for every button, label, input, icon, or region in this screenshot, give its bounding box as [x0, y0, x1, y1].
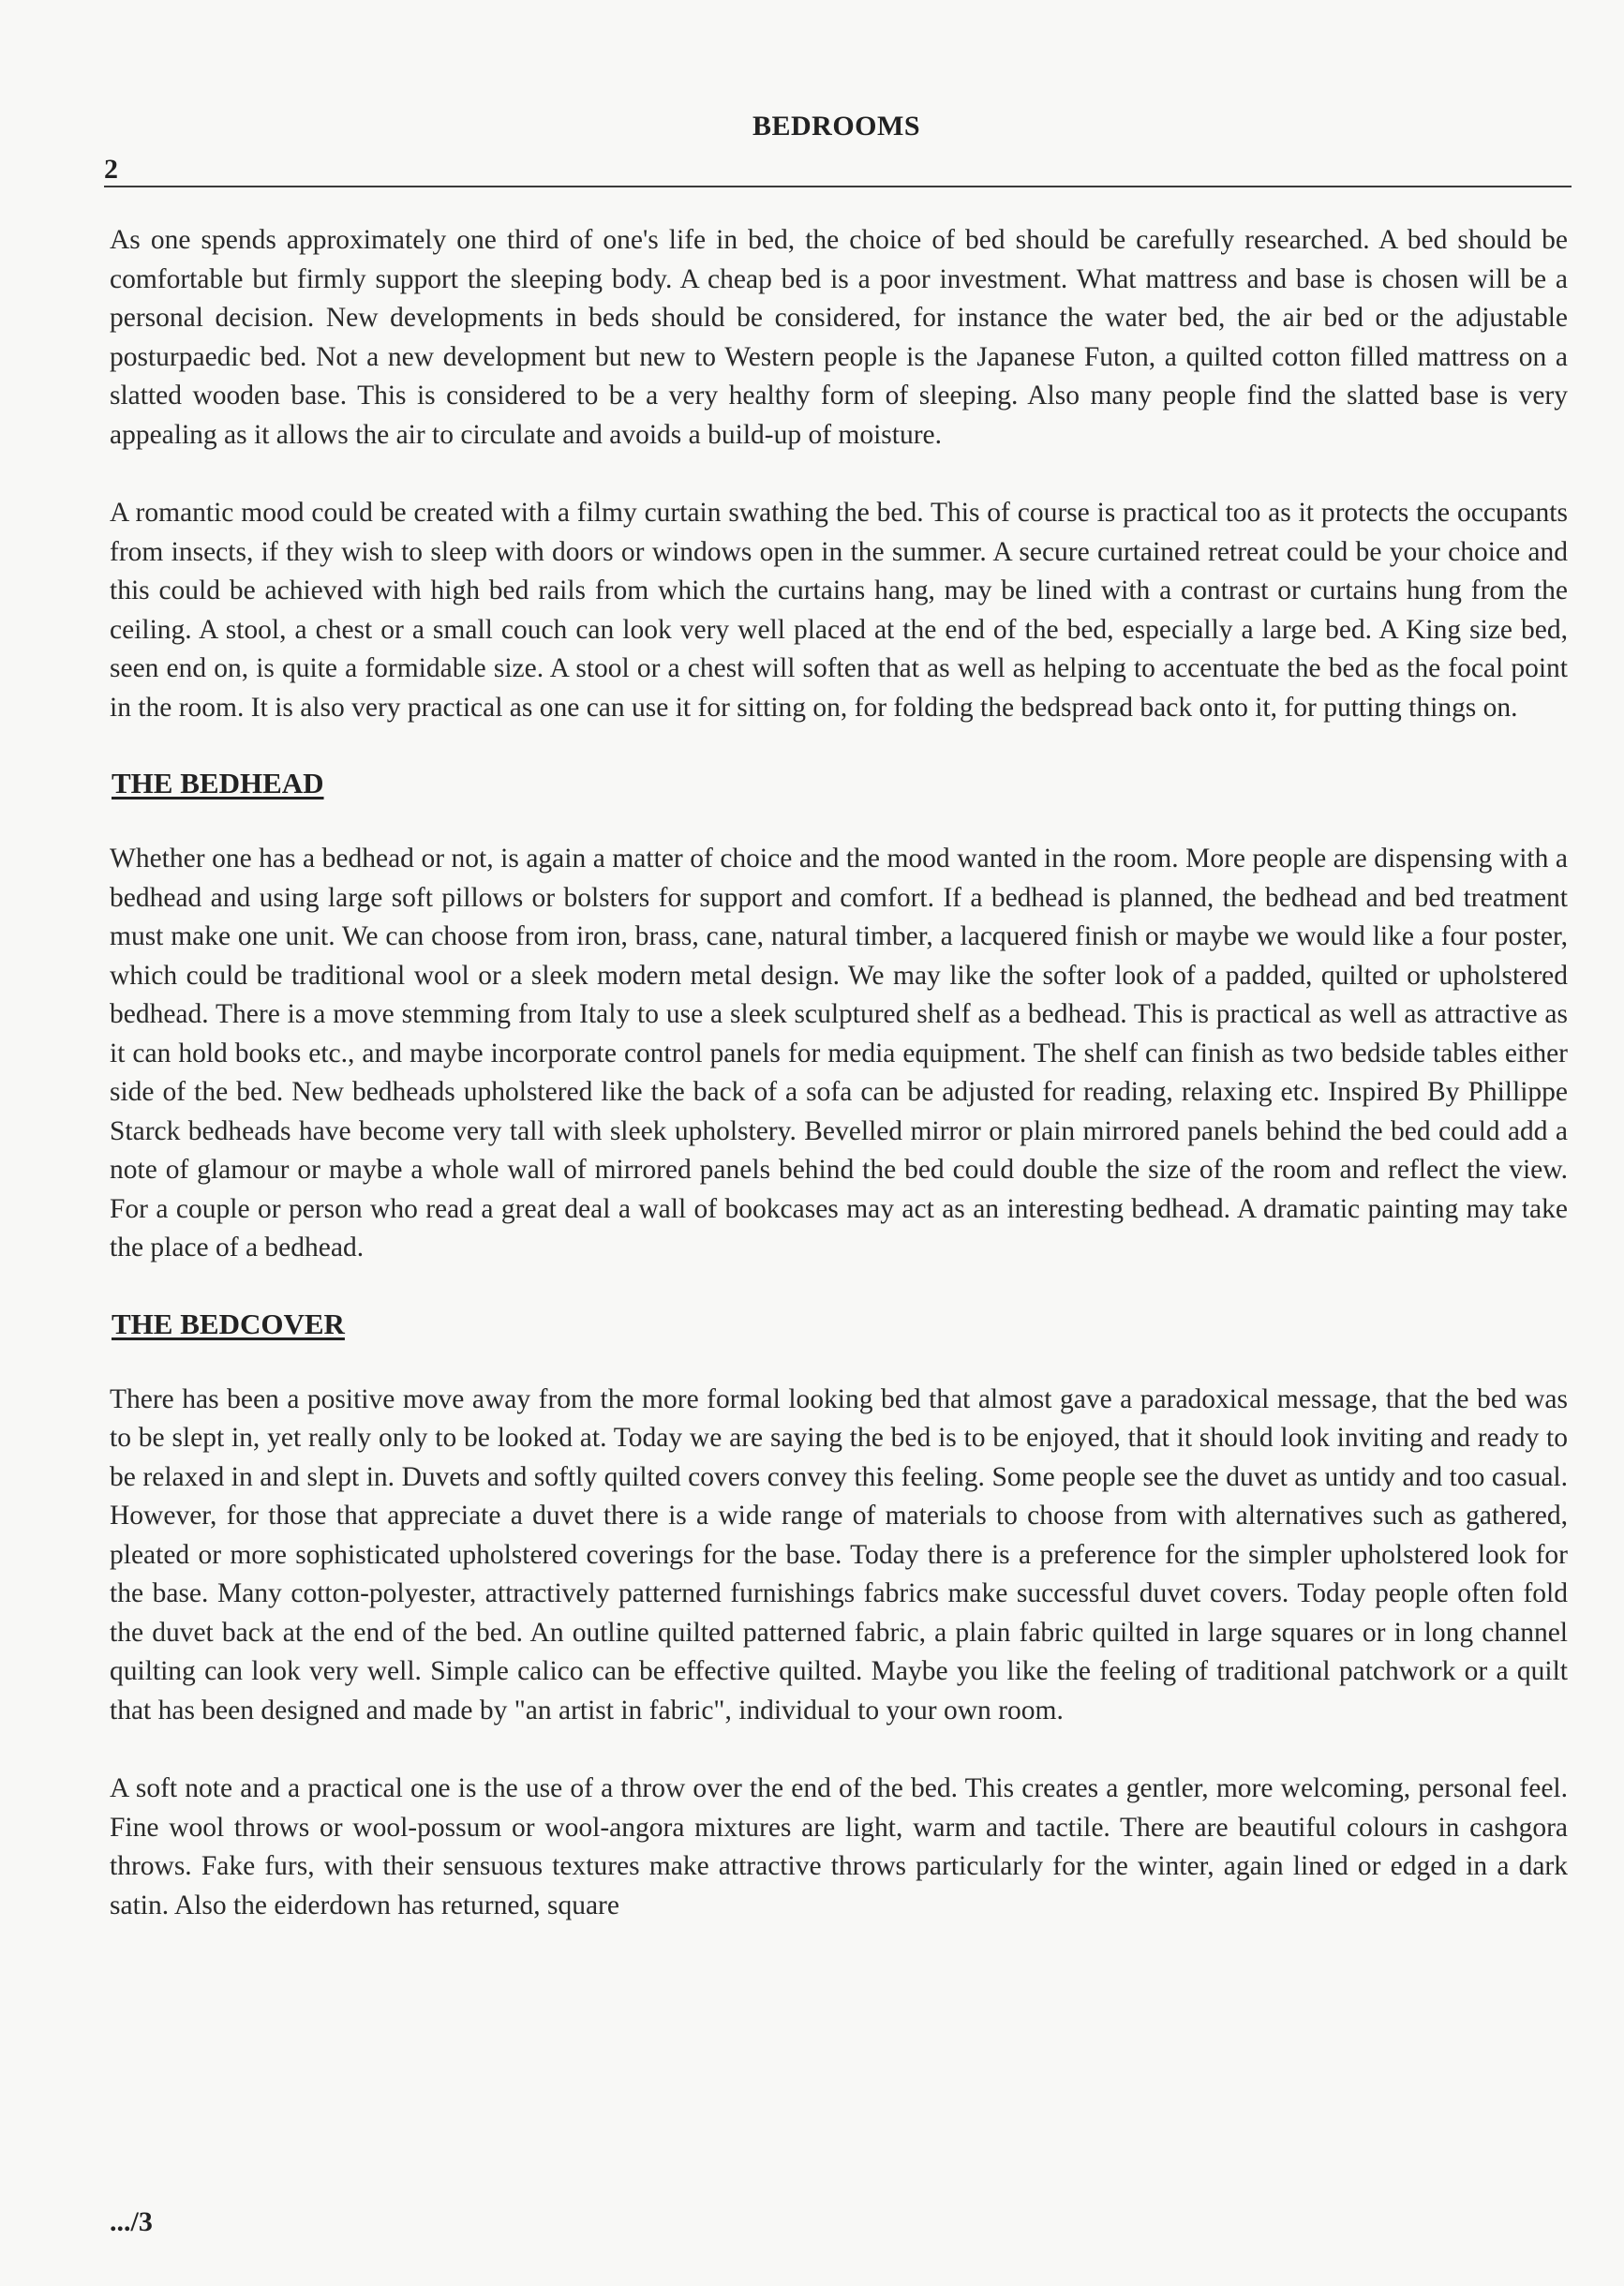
running-title: BEDROOMS — [752, 111, 921, 142]
bedcover-paragraph-2: A soft note and a practical one is the use of a throw over the end of the bed. This creates a gentler, more welcoming, personal feel. Fine wool throws or wool-possum or wool-angora mixtures are light, warm and tactile. There are beautiful colours in cashgora throws. Fake furs, with their sensuous textures make attractive throws particularly for the winter, again lined or edged in a dark satin. Also the eiderdown has returned, square — [110, 1773, 1568, 1920]
body-text — [110, 221, 1568, 1925]
continued-marker: .../3 — [110, 2206, 153, 2237]
section-heading-bedcover: THE BEDCOVER — [112, 1307, 345, 1340]
bedhead-paragraph: Whether one has a bedhead or not, is again a matter of choice and the mood wanted in the room. More people are dispensing with a bedhead and using large soft pillows or bolsters for support and comfort. If a bedhead is planned, the bedhead and bed treatment must make one unit. We can choose from iron, brass, cane, natural timber, a lacquered finish or maybe we would like a four poster, which could be traditional wool or a sleek modern metal design. We may like the softer look of a padded, quilted or upholstered bedhead. There is a move stemming from Italy to use a sleek sculptured shelf as a bedhead. This is practical as well as attractive as it can hold books etc., and maybe incorporate control panels for media equipment. The shelf can finish as two bedside tables either side of the bed. New bedheads upholstered like the back of a sofa can be adjusted for reading, relaxing etc. Inspired By Phillippe Starck bedheads have become very tall with sleek upholstery. Bevelled mirror or plain mirrored panels behind the bed could add a note of glamour or maybe a whole wall of mirrored panels behind the bed could double the size of the room and reflect the view. For a couple or person who read a great deal a wall of bookcases may act as an interesting bedhead. A dramatic painting may take the place of a bedhead. — [110, 844, 1568, 1263]
page-number: 2 — [104, 154, 118, 185]
section-heading-bedhead: THE BEDHEAD — [112, 767, 324, 799]
header-rule — [104, 186, 1572, 187]
intro-paragraph-1: As one spends approximately one third of one's life in bed, the choice of bed should be carefully researched. A bed should be comfortable but firmly support the sleeping body. A cheap bed is a poor investment. What mattress and base is chosen will be a personal decision. New developments in beds should be considered, for instance the water bed, the air bed or the adjustable posturpaedic bed. Not a new development but new to Western people is the Japanese Futon, a quilted cotton filled mattress on a slatted wooden base. This is considered to be a very healthy form of sleeping. Also many people find the slatted base is very appealing as it allows the air to circulate and avoids a build-up of moisture. — [110, 225, 1568, 450]
bedcover-paragraph-1: There has been a positive move away from the more formal looking bed that almost gave a paradoxical message, that the bed was to be slept in, yet really only to be looked at. Today we are saying the bed is to be enjoyed, that it should look inviting and ready to be relaxed in and slept in. Duvets and softly quilted covers convey this feeling. Some people see the duvet as untidy and too casual. However, for those that appreciate a duvet there is a wide range of materials to choose from with alternatives such as gathered, pleated or more sophisticated upholstered coverings for the base. Today there is a preference for the simpler upholstered look for the base. Many cotton-polyester, attractively patterned furnishings fabrics make successful duvet covers. Today people often fold the duvet back at the end of the bed. An outline quilted patterned fabric, a plain fabric quilted in large squares or in long channel quilting can look very well. Simple calico can be effective quilted. Maybe you like the feeling of traditional patchwork or a quilt that has been designed and made by "an artist in fabric", individual to your own room. — [110, 1383, 1568, 1726]
intro-paragraph-2: A romantic mood could be created with a filmy curtain swathing the bed. This of course is practical too as it protects the occupants from insects, if they wish to sleep with doors or windows open in the summer. A secure curtained retreat could be your choice and this could be achieved with high bed rails from which the curtains hang, may be lined with a contrast or curtains hung from the ceiling. A stool, a chest or a small couch can look very well placed at the end of the bed, especially a large bed. A King size bed, seen end on, is quite a formidable size. A stool or a chest will soften that as well as helping to accentuate the bed as the focal point in the room. It is also very practical as one can use it for sitting on, for folding the bedspread back onto it, for putting things on. — [110, 498, 1568, 723]
